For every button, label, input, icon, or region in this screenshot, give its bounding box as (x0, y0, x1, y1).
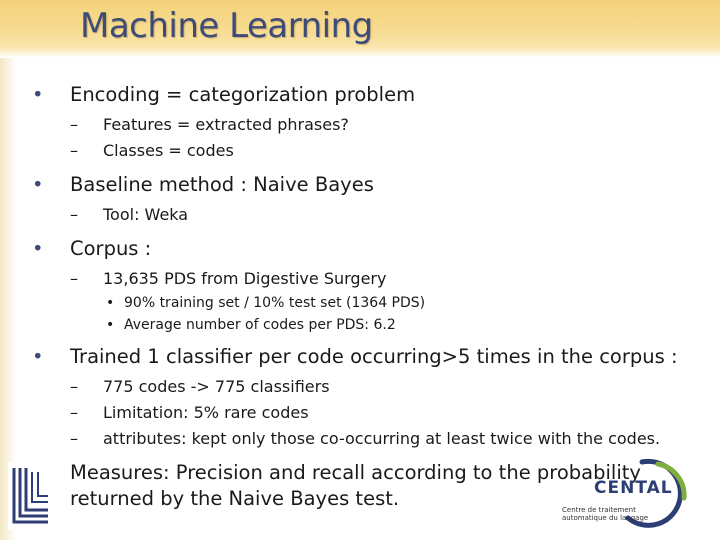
sub-bullet (70, 138, 712, 164)
dash-icon: – (70, 269, 78, 288)
sub-bullet-text: 775 codes -> 775 classifiers (103, 377, 330, 396)
sub-bullet-text: Limitation: 5% rare codes (103, 403, 309, 422)
sub-list (70, 202, 712, 228)
dash-icon: – (70, 403, 78, 422)
bullet-text: Measures: Precision and recall according to the probability returned by the Naive Bayes test. (70, 461, 641, 510)
sub-bullet-text: attributes: kept only those co-occurring at least twice with the codes. (103, 429, 661, 448)
dash-icon: – (70, 377, 78, 396)
sub-bullet-text: Features = extracted phrases? (103, 115, 349, 134)
sub-list (70, 266, 712, 336)
bullet-icon: • (32, 345, 44, 368)
cental-tagline (562, 506, 648, 522)
sub-bullet (70, 400, 712, 426)
sub-sub-bullet (106, 314, 712, 336)
sub-bullet-text: Classes = codes (103, 141, 234, 160)
bullet-text: Corpus : (70, 237, 152, 260)
sub-sub-bullet (106, 292, 712, 314)
sub-bullet-text: 13,635 PDS from Digestive Surgery (103, 269, 387, 288)
bullet-text: Baseline method : Naive Bayes (70, 173, 374, 196)
sub-bullet-text: Tool: Weka (103, 205, 189, 224)
sub-sub-bullet-text: Average number of codes per PDS: 6.2 (124, 317, 396, 333)
bullet-baseline (32, 172, 712, 228)
sub-list (70, 112, 712, 164)
bullet-encoding (32, 82, 712, 164)
bullet-list (32, 82, 712, 512)
sub-list (70, 374, 712, 452)
dash-icon: – (70, 205, 78, 224)
sub-bullet (70, 426, 712, 452)
dash-icon: – (70, 115, 78, 134)
bullet-trained (32, 344, 712, 452)
cental-tagline-line1: Centre de traitement (562, 506, 636, 514)
slide-title: Machine Learning (80, 6, 373, 46)
bullet-corpus (32, 236, 712, 336)
sub-sub-bullet-text: 90% training set / 10% test set (1364 PDS) (124, 295, 426, 311)
bullet-icon: • (106, 295, 115, 311)
bullet-icon: • (32, 173, 44, 196)
bullet-icon: • (32, 237, 44, 260)
bullet-icon: • (32, 83, 44, 106)
cental-wordmark: CENTAL (594, 478, 673, 498)
bullet-icon: • (106, 317, 115, 333)
sub-bullet (70, 266, 712, 292)
bullet-text: Trained 1 classifier per code occurring>5 times in the corpus : (70, 345, 678, 368)
dash-icon: – (70, 429, 78, 448)
slide-content (32, 82, 712, 512)
university-logo (8, 462, 54, 530)
cental-logo (546, 452, 706, 532)
cental-tagline-line2: automatique du langage (562, 514, 649, 522)
bullet-text: Encoding = categorization problem (70, 83, 416, 106)
sub-bullet (70, 112, 712, 138)
sub-bullet (70, 202, 712, 228)
dash-icon: – (70, 141, 78, 160)
sub-bullet (70, 374, 712, 400)
